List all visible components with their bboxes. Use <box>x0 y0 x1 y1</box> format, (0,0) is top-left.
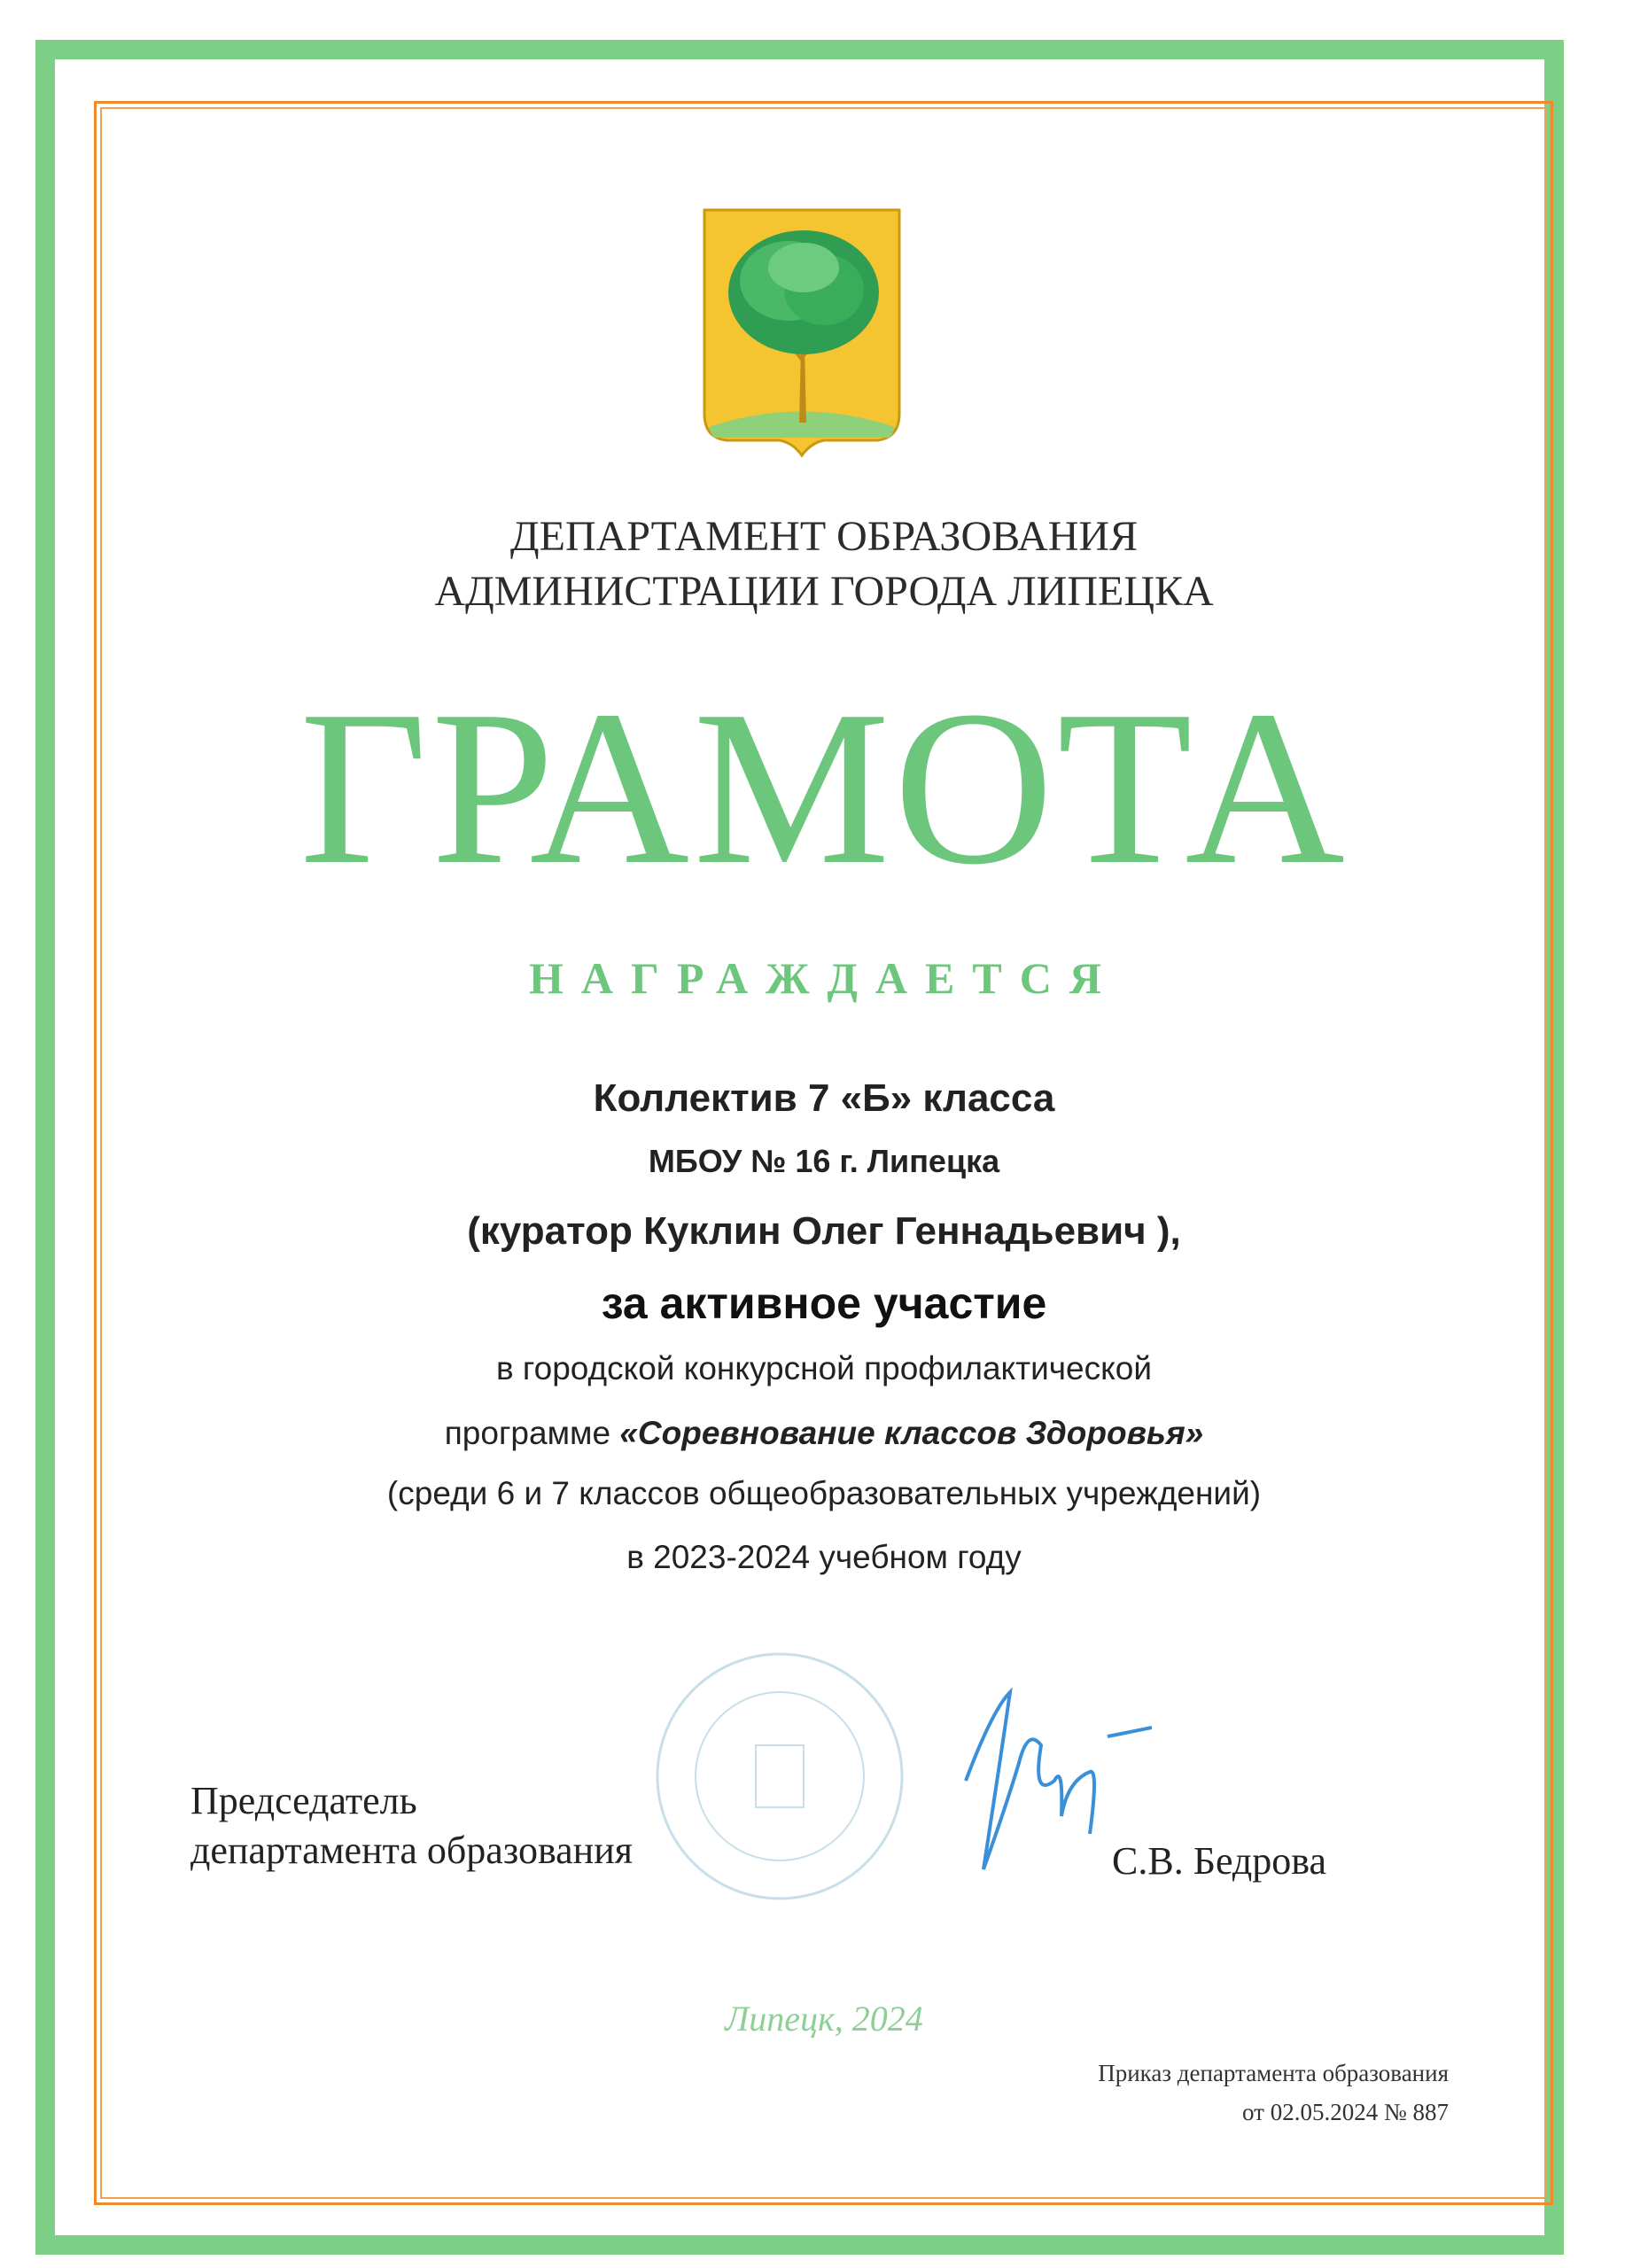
recipient-line: Коллектив 7 «Б» класса <box>593 1076 1055 1120</box>
lipetsk-coat-of-arms-icon <box>700 206 904 458</box>
awarded-heading: НАГРАЖДАЕТСЯ <box>529 953 1119 1003</box>
certificate-title: ГРАМОТА <box>299 665 1349 911</box>
chairperson-line-1: Председатель <box>190 1779 417 1822</box>
department-line-2: АДМИНИСТРАЦИИ ГОРОДА ЛИПЕЦКА <box>434 568 1214 615</box>
department-line-1: ДЕПАРТАМЕНТ ОБРАЗОВАНИЯ <box>509 513 1139 560</box>
school-year-line: в 2023-2024 учебном году <box>626 1539 1022 1575</box>
program-line <box>0 1415 1648 1452</box>
city-year: Липецк, 2024 <box>725 1999 923 2039</box>
program-name: «Соревнование классов Здоровья» <box>619 1415 1204 1451</box>
participants-line: (среди 6 и 7 классов общеобразовательных учреждений) <box>386 1475 1262 1511</box>
signer-name: С.В. Бедрова <box>1112 1839 1327 1883</box>
department-header <box>0 509 1648 619</box>
competition-line: в городской конкурсной профилактической <box>496 1350 1152 1386</box>
chairperson-line-2: департамента образования <box>190 1829 634 1872</box>
chairperson-title <box>190 1776 633 1876</box>
order-reference <box>917 2054 1449 2132</box>
order-line-1: Приказ департамента образования <box>1098 2060 1449 2086</box>
program-prefix: программе <box>444 1415 620 1451</box>
curator-line: (куратор Куклин Олег Геннадьевич ), <box>467 1209 1181 1253</box>
school-line: МБОУ № 16 г. Липецка <box>648 1143 1000 1179</box>
order-line-2: от 02.05.2024 № 887 <box>1242 2099 1449 2125</box>
official-stamp-icon <box>651 1648 908 1905</box>
reason-line: за активное участие <box>601 1278 1047 1328</box>
